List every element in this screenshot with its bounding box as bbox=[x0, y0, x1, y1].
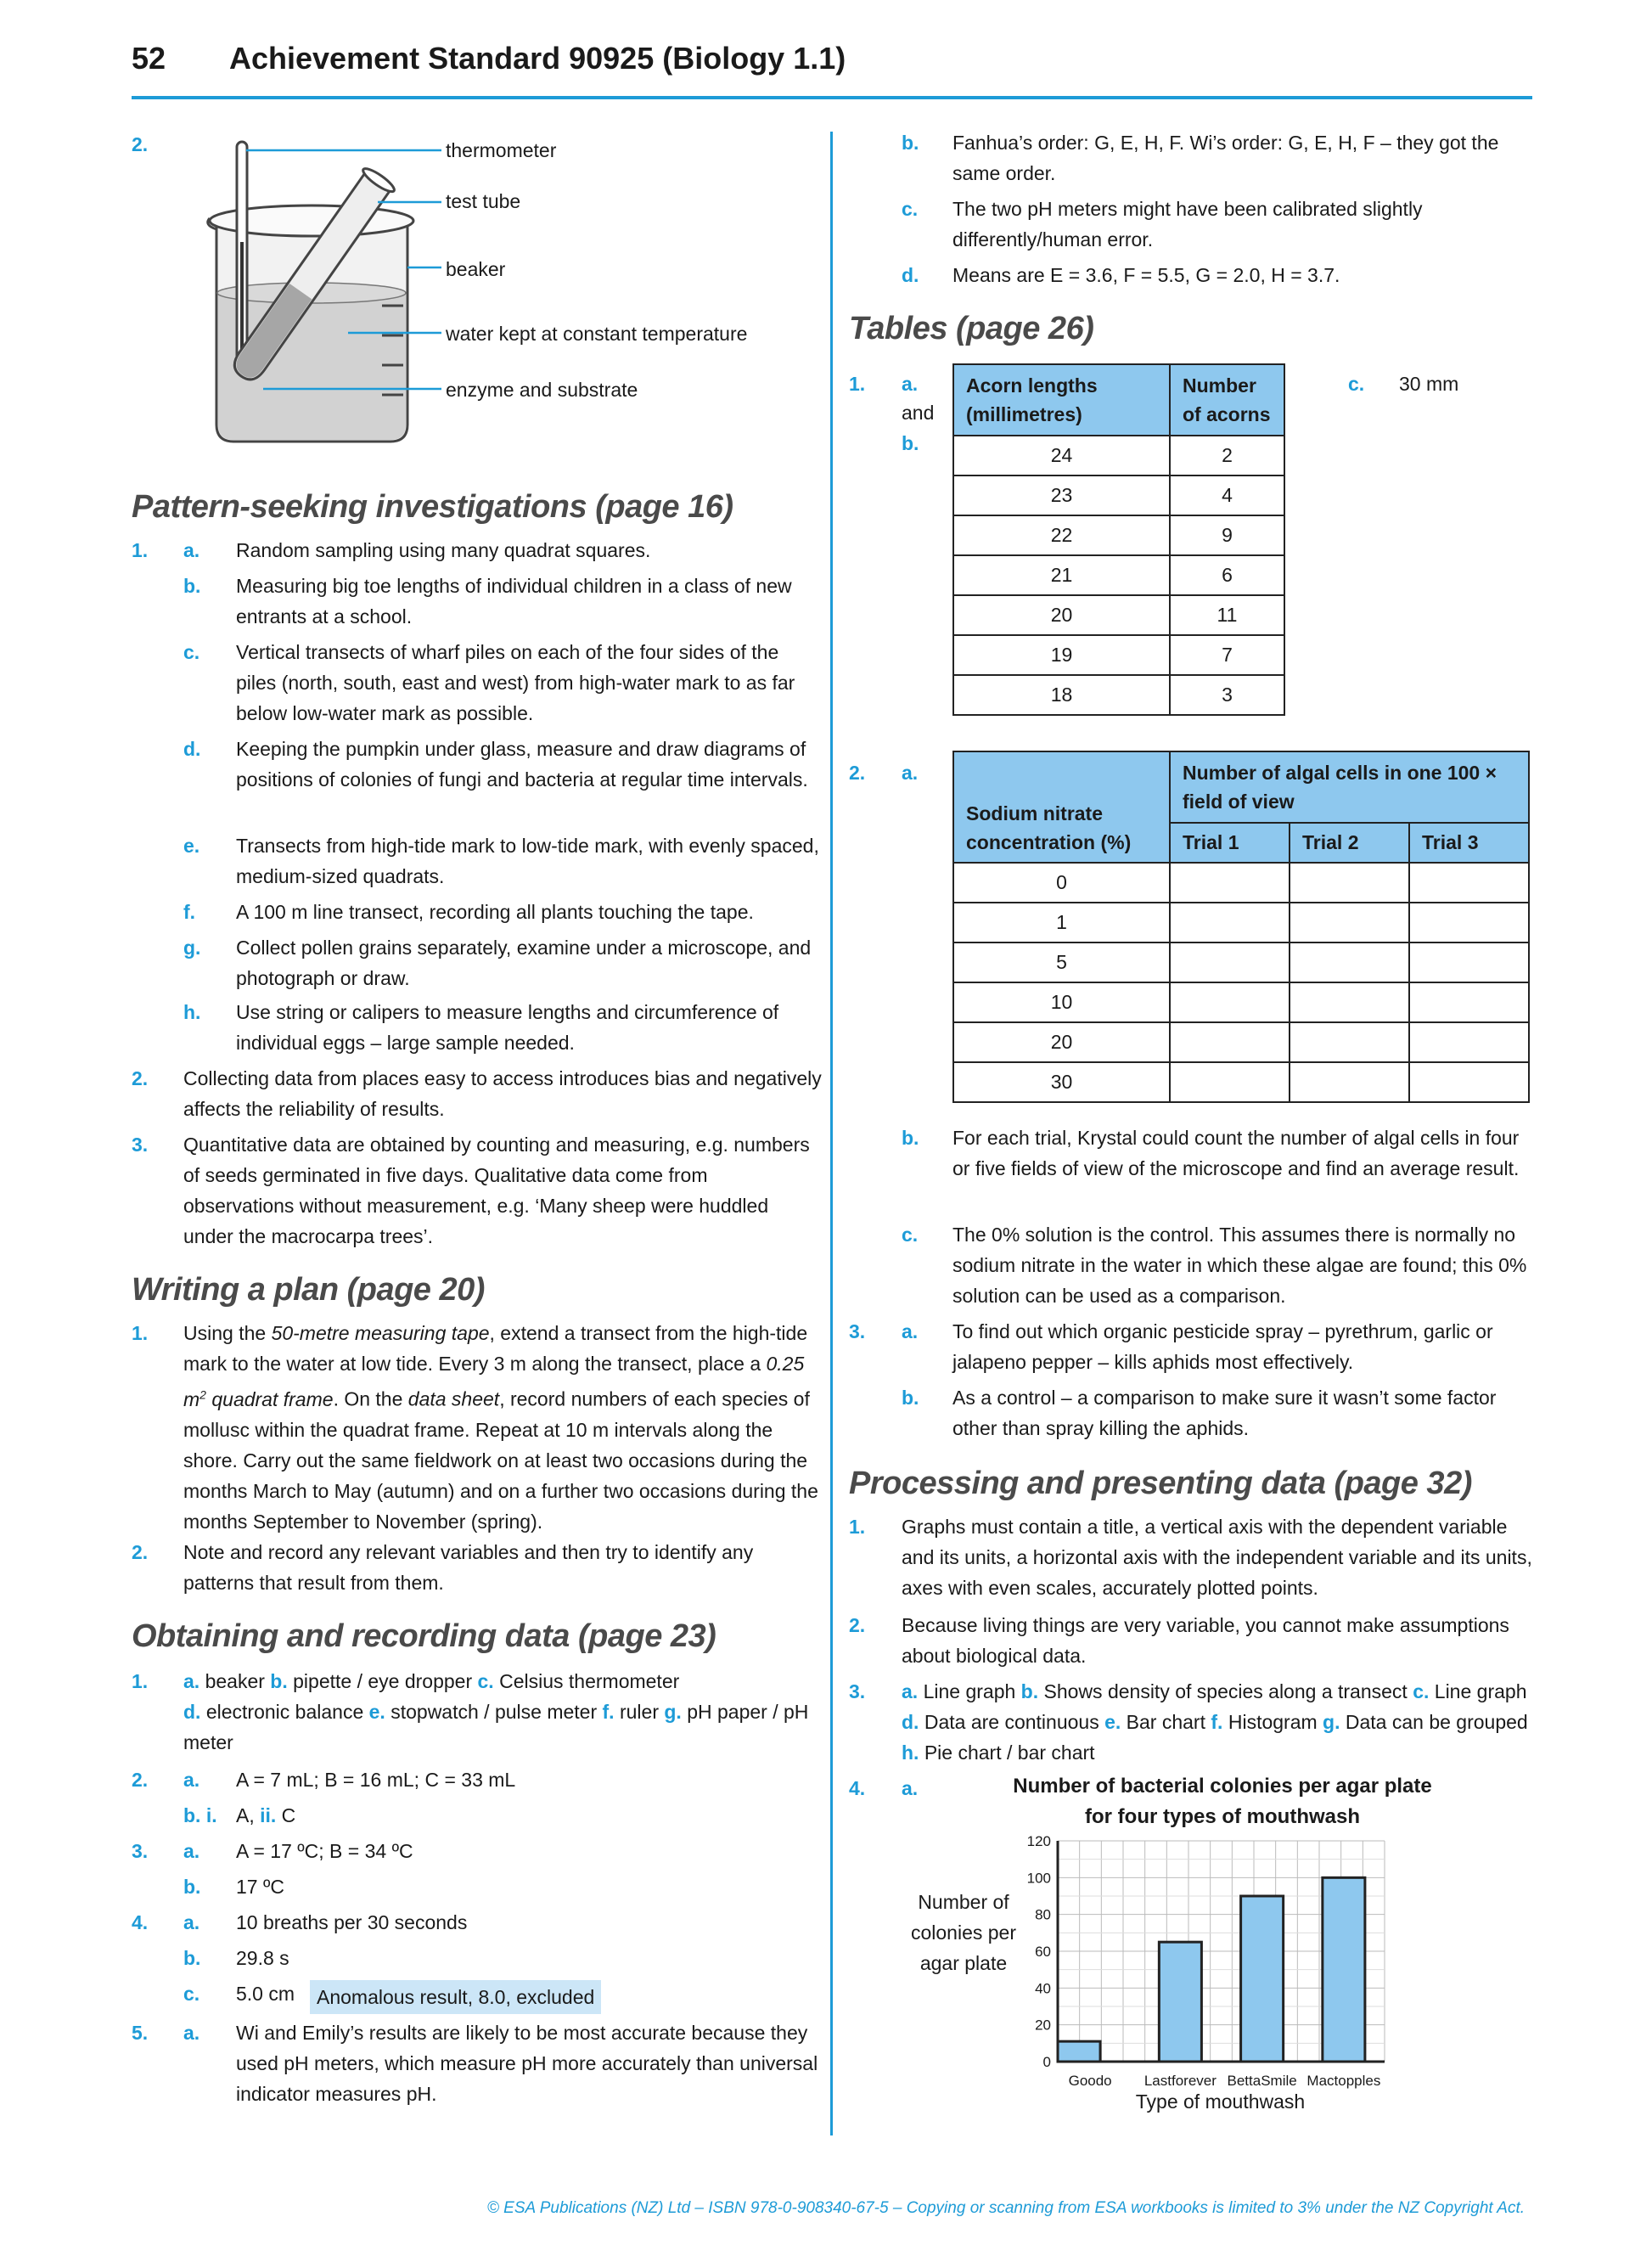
table-row bbox=[953, 982, 1529, 1022]
column-divider bbox=[830, 132, 833, 2135]
list-item: To find out which organic pesticide spray – pyrethrum, garlic or jalapeno pepper – kills aphids most effectively. bbox=[952, 1320, 1493, 1373]
table-cell: 18 bbox=[953, 675, 1170, 715]
anomalous-note: Anomalous result, 8.0, excluded bbox=[310, 1980, 601, 2014]
table-row bbox=[953, 903, 1529, 942]
table-row bbox=[953, 515, 1284, 555]
page-number: 52 bbox=[132, 41, 166, 76]
table-row bbox=[953, 942, 1529, 982]
bar-bettasmile bbox=[1241, 1896, 1284, 2062]
list-item: The 0% solution is the control. This assumes there is normally no sodium nitrate in the water in which these algae are found; this 0% solution can be used as a comparison. bbox=[952, 1224, 1527, 1307]
table-cell: 5 bbox=[953, 942, 1170, 982]
list-item: Means are E = 3.6, F = 5.5, G = 2.0, H = 3.7. bbox=[952, 264, 1340, 286]
list-item: 29.8 s bbox=[236, 1947, 289, 1969]
y-tick-label: 40 bbox=[1035, 1980, 1051, 1997]
list-item: 5.0 cm bbox=[236, 1983, 295, 2005]
item-letter: a. bbox=[183, 1840, 200, 1862]
item-number: 1. bbox=[849, 373, 866, 395]
y-tick-label: 120 bbox=[1026, 1833, 1051, 1849]
table-row bbox=[953, 595, 1284, 635]
table-row bbox=[953, 1062, 1529, 1102]
list-item: Collect pollen grains separately, examine under a microscope, and photograph or draw. bbox=[236, 937, 812, 989]
list-item: Vertical transects of wharf piles on each of the four sides of the piles (north, south, east and west) from high-water mark to as far below low-water mark as possible. bbox=[236, 641, 795, 724]
table-cell: 0 bbox=[953, 863, 1170, 903]
item-letter: a. bbox=[902, 373, 919, 395]
item-number: 5. bbox=[132, 2022, 149, 2044]
beaker-diagram bbox=[178, 123, 450, 454]
item-number: 3. bbox=[132, 1134, 149, 1156]
list-item: Random sampling using many quadrat squares. bbox=[236, 539, 651, 561]
table-header: Number of algal cells in one 100 × field of view bbox=[1170, 751, 1529, 823]
item-letter: h. bbox=[183, 1001, 201, 1023]
item-letter: c. bbox=[183, 641, 200, 663]
enzyme-label: enzyme and substrate bbox=[446, 379, 638, 401]
item-letter: c. bbox=[183, 1983, 200, 2005]
table-header: Trial 3 bbox=[1409, 823, 1529, 863]
section-title-tables: Tables (page 26) bbox=[849, 311, 1094, 346]
water-label: water kept at constant temperature bbox=[446, 323, 748, 345]
item-letter: a. bbox=[183, 2022, 200, 2044]
and-text: and bbox=[902, 402, 935, 424]
item-letter: b. bbox=[902, 432, 919, 454]
table-cell: 7 bbox=[1170, 635, 1284, 675]
y-tick-label: 100 bbox=[1026, 1870, 1051, 1887]
section-title-processing: Processing and presenting data (page 32) bbox=[849, 1466, 1472, 1501]
beaker-label: beaker bbox=[446, 258, 506, 280]
list-item: Because living things are very variable, you cannot make assumptions about biological data. bbox=[902, 1614, 1509, 1667]
y-tick-label: 60 bbox=[1035, 1944, 1051, 1960]
list-item: Quantitative data are obtained by counting and measuring, e.g. numbers of seeds germinated in five days. Qualitative data come from observations without measurement, e.g. ‘Many sheep were huddled under the macrocarpa trees’. bbox=[183, 1134, 810, 1247]
section-title-pattern: Pattern-seeking investigations (page 16) bbox=[132, 489, 733, 525]
list-item: A 100 m line transect, recording all plants touching the tape. bbox=[236, 901, 754, 923]
x-tick-label: BettaSmile bbox=[1227, 2073, 1297, 2089]
table-row bbox=[953, 555, 1284, 595]
plan-item-1: Using the 50-metre measuring tape, extend a transect from the high-tide mark to the water at low tide. Every 3 m along the transect, place a 0.25 $m^2$ quadrat frame. On the data sheet, record numbers of each species of mollusc within the quadrat frame. Repeat at 10 m intervals along the shore. Carry out the same fieldwork on at least two occasions during the months March to May (autumn) and on a further two occasions during the months September to November (spring). bbox=[183, 1322, 818, 1533]
chart-x-label: Type of mouthwash bbox=[1135, 2090, 1306, 2113]
list-item: A = 7 mL; B = 16 mL; C = 33 mL bbox=[236, 1769, 516, 1791]
item-number: 2. bbox=[132, 1541, 149, 1563]
item-letter: a. bbox=[902, 762, 919, 784]
item-letter: b. bbox=[902, 1127, 919, 1149]
table-cell: 23 bbox=[953, 475, 1170, 515]
table-cell: 2 bbox=[1170, 436, 1284, 475]
list-item: Transects from high-tide mark to low-tide mark, with evenly spaced, medium-sized quadrats. bbox=[236, 835, 819, 887]
table-cell: 21 bbox=[953, 555, 1170, 595]
table-cell: 30 bbox=[953, 1062, 1170, 1102]
list-item: For each trial, Krystal could count the number of algal cells in four or five fields of view of the microscope and find an average result. bbox=[952, 1127, 1520, 1179]
list-item: Note and record any relevant variables and then try to identify any patterns that result from them. bbox=[183, 1541, 754, 1594]
table-cell: 11 bbox=[1170, 595, 1284, 635]
y-tick-label: 0 bbox=[1042, 2054, 1051, 2070]
y-tick-label: 80 bbox=[1035, 1906, 1051, 1923]
item-number: 2. bbox=[849, 1614, 866, 1636]
item-letter: f. bbox=[183, 901, 196, 923]
item-letter: b. bbox=[183, 1876, 201, 1898]
list-item: 17 ºC bbox=[236, 1876, 284, 1898]
thermometer-label: thermometer bbox=[446, 139, 557, 161]
bar-lastforever bbox=[1159, 1942, 1201, 2062]
list-item: Fanhua’s order: G, E, H, F. Wi’s order: G, E, H, F – they got the same order. bbox=[952, 132, 1499, 184]
item-letter: a. bbox=[902, 1320, 919, 1342]
item-letter: c. bbox=[902, 1224, 919, 1246]
y-label-line: agar plate bbox=[919, 1952, 1008, 1974]
table-row bbox=[953, 436, 1284, 475]
question-number: 2. bbox=[132, 133, 149, 155]
list-item: Wi and Emily’s results are likely to be most accurate because they used pH meters, which measure pH more accurately than universal indicator measures pH. bbox=[236, 2022, 818, 2105]
table-cell: 24 bbox=[953, 436, 1170, 475]
table-cell: 20 bbox=[953, 1022, 1170, 1062]
processing-q3: a. Line graph b. Shows density of species along a transect c. Line graph d. Data are continuous e. Bar chart f. Histogram g. Data can be grouped h. Pie chart / bar chart bbox=[902, 1680, 1528, 1764]
item-letter: a. bbox=[183, 539, 200, 561]
item-number: 3. bbox=[132, 1840, 149, 1862]
item-letter: c. bbox=[1348, 373, 1365, 395]
x-tick-label: Mactopples bbox=[1306, 2073, 1381, 2089]
bar-goodo bbox=[1058, 2041, 1100, 2062]
item-number: 1. bbox=[849, 1516, 866, 1538]
item-letter: a. bbox=[902, 1777, 919, 1799]
item-letter: a. bbox=[183, 1769, 200, 1791]
table-row bbox=[953, 635, 1284, 675]
table-cell: 6 bbox=[1170, 555, 1284, 595]
table-row bbox=[953, 475, 1284, 515]
table-cell: 19 bbox=[953, 635, 1170, 675]
answer-text: 30 mm bbox=[1399, 373, 1459, 395]
item-number: 3. bbox=[849, 1680, 866, 1702]
test-tube-label: test tube bbox=[446, 190, 521, 212]
x-tick-label: Lastforever bbox=[1143, 2073, 1217, 2089]
table-row bbox=[953, 675, 1284, 715]
item-letter: c. bbox=[902, 198, 919, 220]
table-header: Sodium nitrate concentration (%) bbox=[953, 751, 1170, 863]
item-number: 2. bbox=[132, 1067, 149, 1089]
item-letter: e. bbox=[183, 835, 200, 857]
list-item: A = 17 ºC; B = 34 ºC bbox=[236, 1840, 413, 1862]
table-cell: 22 bbox=[953, 515, 1170, 555]
item-letter: d. bbox=[183, 738, 201, 760]
item-letter: b. bbox=[902, 1387, 919, 1409]
item-number: 1. bbox=[132, 1322, 149, 1344]
list-item: The two pH meters might have been calibrated slightly differently/human error. bbox=[952, 198, 1423, 250]
item-letter: b. bbox=[183, 1947, 201, 1969]
list-item: A, ii. C bbox=[236, 1804, 296, 1826]
y-tick-label: 20 bbox=[1035, 2017, 1051, 2034]
table-cell: 20 bbox=[953, 595, 1170, 635]
item-number: 4. bbox=[132, 1911, 149, 1933]
list-item: Use string or calipers to measure lengths and circumference of individual eggs – large sample needed. bbox=[236, 1001, 779, 1054]
item-number: 3. bbox=[849, 1320, 866, 1342]
item-number: 1. bbox=[132, 1670, 149, 1692]
y-label-line: Number of bbox=[918, 1891, 1009, 1913]
item-number: 4. bbox=[849, 1777, 866, 1799]
table-header: Trial 2 bbox=[1290, 823, 1409, 863]
table-cell: 9 bbox=[1170, 515, 1284, 555]
bar-chart bbox=[1010, 1826, 1401, 2114]
list-item: Collecting data from places easy to access introduces bias and negatively affects the reliability of results. bbox=[183, 1067, 822, 1120]
table-header: Trial 1 bbox=[1170, 823, 1290, 863]
y-label-line: colonies per bbox=[910, 1922, 1017, 1944]
obtaining-q1: a. beaker b. pipette / eye dropper c. Celsius thermometer d. electronic balance e. stopwatch / pulse meter f. ruler g. pH paper / pH meter bbox=[183, 1670, 809, 1753]
footer-copyright: © ESA Publications (NZ) Ltd – ISBN 978-0-908340-67-5 – Copying or scanning from ESA workbooks is limited to 3% under the NZ Copyright Act. bbox=[486, 2199, 1525, 2217]
item-letter: d. bbox=[902, 264, 919, 286]
table-header: Number of acorns bbox=[1170, 364, 1284, 436]
table-row bbox=[953, 1022, 1529, 1062]
table-header: Acorn lengths (millimetres) bbox=[953, 364, 1170, 436]
item-number: 2. bbox=[132, 1769, 149, 1791]
x-tick-label: Goodo bbox=[1068, 2073, 1112, 2089]
item-letter: g. bbox=[183, 937, 201, 959]
list-item: As a control – a comparison to make sure it wasn’t some factor other than spray killing the aphids. bbox=[952, 1387, 1497, 1439]
table-row bbox=[953, 863, 1529, 903]
list-item: Measuring big toe lengths of individual children in a class of new entrants at a school. bbox=[236, 575, 792, 627]
item-letter: b. bbox=[183, 575, 201, 597]
chart-title bbox=[959, 1771, 1486, 1832]
page-title: Achievement Standard 90925 (Biology 1.1) bbox=[229, 41, 846, 76]
section-title-obtaining: Obtaining and recording data (page 23) bbox=[132, 1618, 716, 1654]
list-item: Graphs must contain a title, a vertical axis with the dependent variable and its units, a horizontal axis with the independent variable and its units, axes with even scales, accurately plotted points. bbox=[902, 1516, 1532, 1599]
chart-title-line-1: Number of bacterial colonies per agar plate bbox=[1013, 1775, 1432, 1798]
algal-table bbox=[952, 751, 1530, 1103]
table-cell: 1 bbox=[953, 903, 1170, 942]
bar-mactopples bbox=[1323, 1877, 1365, 2062]
item-letter: a. bbox=[183, 1911, 200, 1933]
item-number: 1. bbox=[132, 539, 149, 561]
section-title-plan: Writing a plan (page 20) bbox=[132, 1272, 485, 1308]
list-item: Keeping the pumpkin under glass, measure and draw diagrams of positions of colonies of fungi and bacteria at regular time intervals. bbox=[236, 738, 808, 791]
header-rule bbox=[132, 96, 1532, 99]
table-cell: 4 bbox=[1170, 475, 1284, 515]
item-number: 2. bbox=[849, 762, 866, 784]
list-item: 10 breaths per 30 seconds bbox=[236, 1911, 468, 1933]
chart-title-line-2: for four types of mouthwash bbox=[1085, 1805, 1360, 1828]
item-letter: b. bbox=[902, 132, 919, 154]
table-cell: 10 bbox=[953, 982, 1170, 1022]
table-cell: 3 bbox=[1170, 675, 1284, 715]
item-letter: b. i. bbox=[183, 1804, 217, 1826]
acorn-table bbox=[952, 363, 1285, 716]
